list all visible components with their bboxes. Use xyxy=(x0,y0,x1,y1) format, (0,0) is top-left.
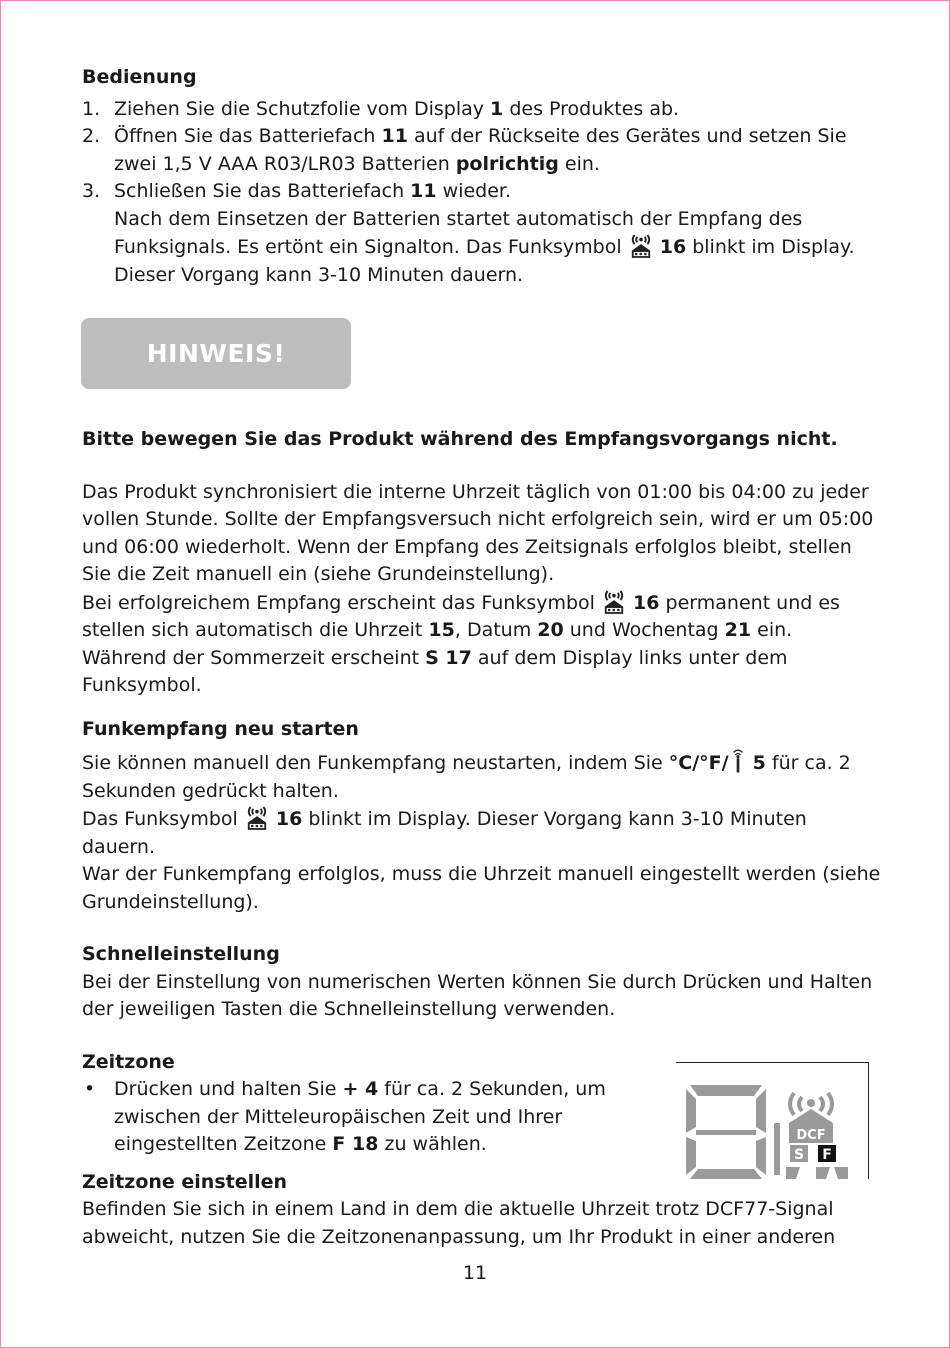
partial-segments xyxy=(786,1167,848,1179)
section-heading-timezone: Zeitzone xyxy=(82,1050,175,1073)
note-box xyxy=(81,318,351,389)
section-heading-timezone-set: Zeitzone einstellen xyxy=(82,1170,288,1193)
bullet-dot: • xyxy=(84,1078,96,1100)
lcd-segments-illustration xyxy=(676,1063,868,1179)
timezone-set-paragraph: Befinden Sie sich in einem Land in dem die aktuelle Uhrzeit trotz DCF77-Signal abweicht, nutzen Sie die Zeitzonenanpassung, um Ihr Produkt in einer anderen xyxy=(82,1198,836,1248)
f-indicator-label: F xyxy=(822,1147,832,1163)
timezone-bullet: • Drücken und halten Sie + 4 für ca. 2 Sekunden, um zwischen der Mitteleuropäischen Zeit und Ihrer eingestellten Zeitzone F 18 zu wählen. xyxy=(84,1078,606,1155)
lcd-display-figure xyxy=(676,1062,869,1179)
dcf-radio-icon xyxy=(630,233,652,259)
section-heading-restart: Funkempfang neu starten xyxy=(82,717,359,740)
page-number: 11 xyxy=(462,1262,488,1284)
section-heading-quick: Schnelleinstellung xyxy=(82,943,280,965)
step-2: 2. Öffnen Sie das Batteriefach 11 auf der Rückseite des Gerätes und setzen Sie zwei 1,5 V AAA R03/LR03 Batterien polrichtig ein. xyxy=(82,125,847,175)
note-text: Bitte bewegen Sie das Produkt während des Empfangsvorgangs nicht. xyxy=(82,428,838,450)
dcf-radio-icon xyxy=(603,589,625,615)
s-indicator-label: S xyxy=(793,1147,805,1163)
seven-segment-digit xyxy=(686,1085,780,1179)
step-3: 3. Schließen Sie das Batteriefach 11 wieder. Nach dem Einsetzen der Batterien startet automatisch der Empfang des Funksignals. Es ertönt ein Signalton. Das Funksymbol 16 blinkt im Display. Dieser Vorgang kann 3-10 Minuten dauern. xyxy=(82,180,855,286)
operation-steps xyxy=(82,96,882,290)
sync-success-paragraph: Bei erfolgreichem Empfang erscheint das Funksymbol 16 permanent und es stellen sich automatisch die Uhrzeit 15, Datum 20 und Wochentag 21 ein. Während der Sommerzeit erscheint S 17 auf dem Display links unter dem Funksymbol. xyxy=(82,589,882,700)
restart-paragraph-3: War der Funkempfang erfolglos, muss die Uhrzeit manuell eingestellt werden (siehe Grundeinstellung). xyxy=(82,863,881,913)
step-1: 1. Ziehen Sie die Schutzfolie vom Display 1 des Produktes ab. xyxy=(82,97,680,120)
note-title: HINWEIS! xyxy=(146,338,286,368)
antenna-icon xyxy=(731,749,745,775)
dcf-label: DCF xyxy=(796,1128,826,1143)
quick-paragraph: Bei der Einstellung von numerischen Werten können Sie durch Drücken und Halten der jeweiligen Tasten die Schnelleinstellung verwenden. xyxy=(82,970,873,1020)
section-heading-operation: Bedienung xyxy=(82,66,197,88)
sync-paragraph: Das Produkt synchronisiert die interne Uhrzeit täglich von 01:00 bis 04:00 zu jeder vollen Stunde. Sollte der Empfangsversuch nicht erfolgreich sein, wird er um 05:00 und 06:00 wiederholt. Wenn der Empfang des Zeitsignals erfolglos bleibt, stellen Sie die Zeit manuell ein (siehe Grundeinstellung). xyxy=(82,480,874,585)
restart-paragraph-1: Sie können manuell den Funkempfang neustarten, indem Sie °C/°F/ 5 für ca. 2 Sekunden gedrückt halten. xyxy=(82,749,882,805)
restart-paragraph-2: Das Funksymbol 16 blinkt im Display. Dieser Vorgang kann 3-10 Minuten dauern. xyxy=(82,805,882,861)
dcf-radio-icon xyxy=(246,805,268,831)
